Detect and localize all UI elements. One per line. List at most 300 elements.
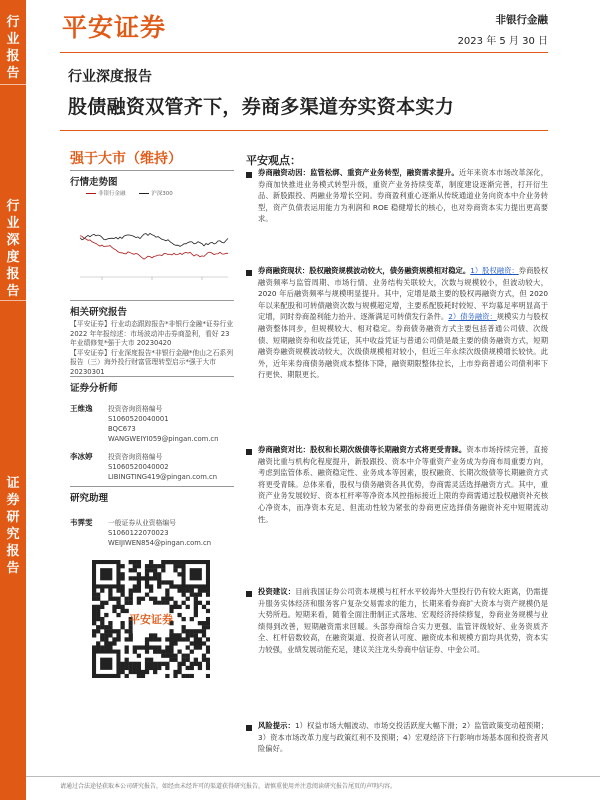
paragraph-financing-status [258,265,548,381]
qr-module [149,662,153,666]
qr-module [92,588,96,592]
qr-module [206,588,210,592]
qr-module [120,662,124,666]
qr-module [137,645,141,649]
qr-module [100,617,104,621]
qr-module [173,560,177,564]
qr-module [186,605,190,609]
qr-module [129,633,133,637]
analyst-heading: 证券分析师 [70,383,118,394]
pingan-logo: 平安证券 [62,13,167,42]
qr-module [157,576,161,580]
page-title: 股债融资双管齐下，券商多渠道夯实资本实力 [68,96,455,118]
qr-module [173,605,177,609]
qr-module [120,609,124,613]
paragraph-investment-advice [258,586,548,656]
qr-module [100,633,104,637]
qr-module [104,637,108,641]
qr-module [145,580,149,584]
qr-module [141,670,145,674]
qr-module [129,576,133,580]
qr-module [202,629,206,633]
qr-module [153,637,157,641]
qr-module [173,601,177,605]
qr-module [149,576,153,580]
qr-module [186,588,190,592]
qr-module [202,658,206,662]
legend-entry-index [139,191,179,197]
qr-module [182,625,186,629]
qr-module [145,658,149,662]
qr-module [104,641,108,645]
qr-module [104,613,108,617]
qr-module [182,662,186,666]
qr-module [137,654,141,658]
qr-module [157,564,161,568]
qr-module [129,666,133,670]
qr-module [198,621,202,625]
paragraph-body: 券商股权融资频率与监管周期、市场行情、业务结构关联较大，次数与规模较小，但波动较大，2020 年后融资频率与规模明显提升。其中，定增是最主要的股权再融资方式，但 2020 年以来配股和可转债融资次数与规模超定增，主要系配股耗时较短、平均募足率明显高于定增，同时券商盈利能力抬升、逐渐满足可转债发行条件。 [258,266,548,322]
qr-module [129,588,133,592]
related-reports-heading: 相关研究报告 [70,307,128,318]
report-date: 2023 年 5 月 30 日 [457,36,548,47]
qr-module [206,617,210,621]
qr-module [206,609,210,613]
qr-module [206,645,210,649]
qr-module [108,629,112,633]
qr-module [137,670,141,674]
qr-module [173,654,177,658]
qr-module [96,625,100,629]
qr-module [182,637,186,641]
qr-module [194,601,198,605]
qr-module [92,633,96,637]
qr-module [96,629,100,633]
qr-module [161,654,165,658]
qr-module [206,650,210,654]
paragraph-body: 目前我国证券公司资本规模与杠杆水平较海外大型投行仍有较大距离，仍需提升服务实体经济和服务客户复杂交易需求的能力，长期来看券商扩大资本与资产规模仍是大势所趋。短期来看，随着全面注册制正式落地、宏观经济持续修复，券商业务规模与业绩得到改善，短期融资需求回暖。头部券商综合实力更强、监管评级较好、业务资质齐全、杠杆倍数较高，在融资渠道、投资者认可度、融资成本和规模方面均具优势，资本实力较强，业绩发展动能充足，建议关注龙头券商中信证券、中金公司。 [258,587,549,654]
qr-module [149,597,153,601]
paragraph-body: 规模实力与股权融资整体同步，但规模较大、相对稳定。券商债务融资方式主要包括普通公司债、次级债、短期融资券和收益凭证，其中收益凭证与普通公司债是最主要的债务融资方式，短期融资券融资规模波动较大，次级债规模相对较小，但近三年永续次级债规模增长较快。此外，近年来券商债务融资成本整体下降，融资期限整体拉长，上市券商普通公司债利率下行更快、期限更长。 [258,312,548,380]
qr-module [145,650,149,654]
paragraph-bold: 投资建议： [258,587,296,596]
qr-module [149,645,153,649]
paragraph-financing-motive [258,167,548,225]
assistant-heading: 研究助理 [70,493,109,504]
qr-module [186,633,190,637]
qr-module [96,593,100,597]
qr-module [177,613,181,617]
qr-module [194,633,198,637]
qr-code-graphic [92,560,210,678]
paragraph-bold: 券商融资现状：股权融资规模波动较大，债务融资规模相对稳定。 [258,266,471,275]
qr-module [202,621,206,625]
qr-module [133,568,137,572]
qr-finder [190,568,202,580]
qr-module [153,564,157,568]
qr-module [161,560,165,564]
qr-module [116,613,120,617]
qr-module [129,597,133,601]
qr-module [173,637,177,641]
qr-module [153,670,157,674]
qr-module [165,601,169,605]
qr-module [125,637,129,641]
qr-module [177,572,181,576]
qr-module [161,580,165,584]
paragraph-bold: 券商融资对比：股权和长期次级债等长期融资方式将更受青睐。 [258,445,467,454]
qr-module [186,637,190,641]
qr-module [165,588,169,592]
qr-module [133,588,137,592]
qr-module [157,572,161,576]
qr-module [186,597,190,601]
qr-module [198,662,202,666]
qr-module [165,560,169,564]
chart-series-hs300 [80,233,228,246]
qr-module [165,637,169,641]
qr-module [133,564,137,568]
qr-module [108,593,112,597]
legend-entry-sector-text: 非银行金融 [98,191,126,197]
qr-finder [100,568,112,580]
qr-module [169,580,173,584]
qr-module [182,617,186,621]
qr-module [133,666,137,670]
qr-module [120,666,124,670]
qr-module [112,609,116,613]
qr-module [186,658,190,662]
qr-module [120,576,124,580]
qr-module [198,666,202,670]
qr-module [169,658,173,662]
industry-name: 非银行金融 [495,14,548,26]
qr-module [125,629,129,633]
qr-module [186,629,190,633]
qr-module [120,572,124,576]
qr-module [157,584,161,588]
qr-module [173,674,177,678]
qr-module [96,609,100,613]
link-debt-financing[interactable]: 2）债务融资： [448,312,497,322]
qr-module [173,641,177,645]
qr-module [153,650,157,654]
analyst-details: 投资咨询资格编号 S1060520040002 LIBINGTING419@pingan.com.cn [108,453,218,481]
qr-module [190,588,194,592]
qr-module [165,666,169,670]
qr-module [120,588,124,592]
qr-module [92,593,96,597]
trend-heading: 行情走势图 [70,177,118,188]
qr-module [92,597,96,601]
qr-module [157,650,161,654]
qr-module [194,597,198,601]
qr-module [169,654,173,658]
qr-module [149,637,153,641]
qr-module [137,576,141,580]
qr-module [96,641,100,645]
qr-module [92,645,96,649]
qr-module [125,662,129,666]
qr-module [120,584,124,588]
qr-module [190,650,194,654]
qr-module [108,625,112,629]
qr-module [137,564,141,568]
sidebar-label-securities-research: 证 券 研 究 报 告 [6,476,20,576]
section-rule [70,376,234,377]
legend-entry-sector [86,191,132,197]
qr-module [206,593,210,597]
qr-module [100,605,104,609]
qr-finder [100,658,112,670]
qr-module [169,560,173,564]
qr-module [161,597,165,601]
qr-module [125,645,129,649]
qr-module [157,662,161,666]
paragraph-bold: 券商融资动因：监管松绑、重资产业务转型，融资需求提升。 [258,168,459,177]
footer-disclaimer: 请通过合法途径获取本公司研究报告，如经由未经许可的渠道获得研究报告，请慎重使用并注意阅读研究报告尾页的声明内容。 [60,783,397,790]
qr-module [190,617,194,621]
qr-module [169,637,173,641]
qr-module [141,576,145,580]
qr-module [112,629,116,633]
qr-module [177,584,181,588]
qr-module [149,560,153,564]
qr-module [112,597,116,601]
qr-module [194,662,198,666]
qr-module [177,605,181,609]
qr-module [145,641,149,645]
qr-module [100,645,104,649]
qr-module [157,666,161,670]
qr-module [149,564,153,568]
qr-module [96,613,100,617]
qr-module [108,641,112,645]
qr-module [129,629,133,633]
qr-module [129,593,133,597]
qr-module [100,588,104,592]
qr-module [186,666,190,670]
qr-module [137,588,141,592]
analyst-name: 李冰婷 [70,452,93,461]
qr-module [116,633,120,637]
qr-module [153,572,157,576]
qr-module [206,662,210,666]
qr-module [194,605,198,609]
qr-module [145,666,149,670]
qr-module [194,641,198,645]
qr-module [145,593,149,597]
qr-module [190,593,194,597]
qr-module [125,597,129,601]
qr-module [206,666,210,670]
qr-module [190,629,194,633]
qr-module [169,650,173,654]
qr-module [165,593,169,597]
qr-module [133,650,137,654]
qr-module [120,605,124,609]
qr-module [157,645,161,649]
qr-module [182,658,186,662]
qr-module [149,658,153,662]
qr-module [137,580,141,584]
qr-module [165,654,169,658]
qr-module [137,662,141,666]
qr-module [149,633,153,637]
qr-module [92,621,96,625]
analyst-details: 投资咨询资格编号 S1060520040001 BQC673 WANGWEIYI059@pingan.com.cn [108,405,219,443]
qr-module [177,637,181,641]
qr-module [153,568,157,572]
qr-module [120,670,124,674]
qr-module [112,605,116,609]
qr-module [145,572,149,576]
qr-module [186,654,190,658]
qr-module [202,641,206,645]
qr-module [165,650,169,654]
qr-module [145,662,149,666]
qr-code [92,560,210,678]
bullet-marker [246,172,252,178]
link-equity-financing[interactable]: 1）股权融资： [470,266,519,275]
qr-module [177,633,181,637]
paragraph-financing-compare [258,444,548,525]
qr-module [194,658,198,662]
section-rule [70,170,234,171]
qr-module [108,633,112,637]
bullet-marker [246,725,252,731]
qr-module [190,641,194,645]
qr-module [198,629,202,633]
qr-module [92,609,96,613]
chart-series-nonbank [80,236,228,259]
paragraph-body: 资本市场持续完善，直接融资比重与机构化程度提升，新股跟投、资本中介等重资产业务成为券商布局重要方向，考虑到监管体系、融资稳定性、业务成本等因素，股权融资、长期次级债等长期融资方式将更受青睐。总体来看，股权与债务融资各具优势，券商需灵活选择融资方式。其中，重资产业务发展较好、资本杠杆率等净资本风控指标接近上限的券商需通过股权融资补充核心净资本，而净资本充足、但流动性较为紧张的券商更应选择债务融资补充中短期流动性。 [258,445,549,524]
qr-module [186,645,190,649]
qr-module [177,588,181,592]
qr-module [202,633,206,637]
qr-module [129,568,133,572]
qr-module [116,601,120,605]
paragraph-bold: 风险提示： [258,721,295,730]
qr-module [194,629,198,633]
qr-module [206,621,210,625]
bullet-marker [246,449,252,455]
qr-module [137,560,141,564]
qr-module [169,633,173,637]
footer-divider [26,776,600,777]
qr-module [100,621,104,625]
qr-module [177,650,181,654]
sidebar-divider [0,84,26,85]
sidebar-divider [0,300,26,301]
qr-module [104,629,108,633]
qr-module [153,662,157,666]
related-reports-list: 【平安证券】行业动态跟踪报告*非银行金融*证券行业 2022 年年报综述：市场波动冲击券商盈利，看好 23 年业绩修复*强于大市 20230420 【平安证券】行业深度报告*非银行金融*他山之石系列报告（三）海外投行财富管理转型启示*强于大市 20230301 [70,320,234,376]
qr-module [202,654,206,658]
qr-module [194,645,198,649]
qr-module [96,605,100,609]
qr-module [120,625,124,629]
qr-module [165,674,169,678]
qr-module [129,601,133,605]
qr-module [190,674,194,678]
qr-module [137,601,141,605]
qr-module [182,654,186,658]
bullet-marker [246,270,252,276]
qr-module [165,645,169,649]
qr-module [161,568,165,572]
qr-module [116,637,120,641]
qr-module [173,564,177,568]
qr-module [206,601,210,605]
trend-chart [72,185,232,295]
qr-module [125,650,129,654]
qr-module [145,645,149,649]
section-rule [70,486,234,487]
qr-module [153,633,157,637]
qr-module [100,601,104,605]
qr-module [169,629,173,633]
qr-module [165,597,169,601]
qr-module [108,588,112,592]
qr-module [145,670,149,674]
qr-module [120,593,124,597]
qr-module [137,597,141,601]
qr-module [133,670,137,674]
qr-module [125,658,129,662]
qr-module [161,650,165,654]
qr-module [137,572,141,576]
qr-module [116,605,120,609]
qr-module [198,588,202,592]
qr-module [177,560,181,564]
qr-module [194,613,198,617]
qr-module [112,637,116,641]
chart-legend [86,189,185,197]
qr-module [161,662,165,666]
paragraph-body: 1）权益市场大幅波动、市场交投活跃度大幅下滑；2）监管政策变动超预期；3）资本市场改革力度与政策红利不及预期；4）宏观经济下行影响市场基本面和投资者风险偏好。 [258,721,548,754]
qr-module [169,584,173,588]
qr-module [165,580,169,584]
qr-module [125,601,129,605]
qr-module [157,580,161,584]
sidebar-label-deep-report: 行 业 深 度 报 告 [6,199,20,299]
qr-module [182,629,186,633]
qr-module [133,576,137,580]
bullet-marker [246,591,252,597]
qr-module [182,588,186,592]
qr-module [129,637,133,641]
qr-module [104,601,108,605]
qr-module [173,670,177,674]
qr-module [202,625,206,629]
qr-module [157,637,161,641]
paragraph-risk-warning [258,720,548,755]
qr-module [133,645,137,649]
qr-module [153,576,157,580]
qr-module [137,674,141,678]
qr-module [177,564,181,568]
sidebar-stripe [0,0,26,800]
qr-module [137,666,141,670]
qr-module [190,633,194,637]
sidebar-label-industry-report: 行 业 报 告 [6,15,20,81]
qr-module [157,601,161,605]
qr-module [137,584,141,588]
assistant-details: 一般证券从业资格编号 S1060122070023 WEIJIWEN854@pingan.com.cn [108,519,212,547]
qr-module [100,637,104,641]
qr-module [177,670,181,674]
